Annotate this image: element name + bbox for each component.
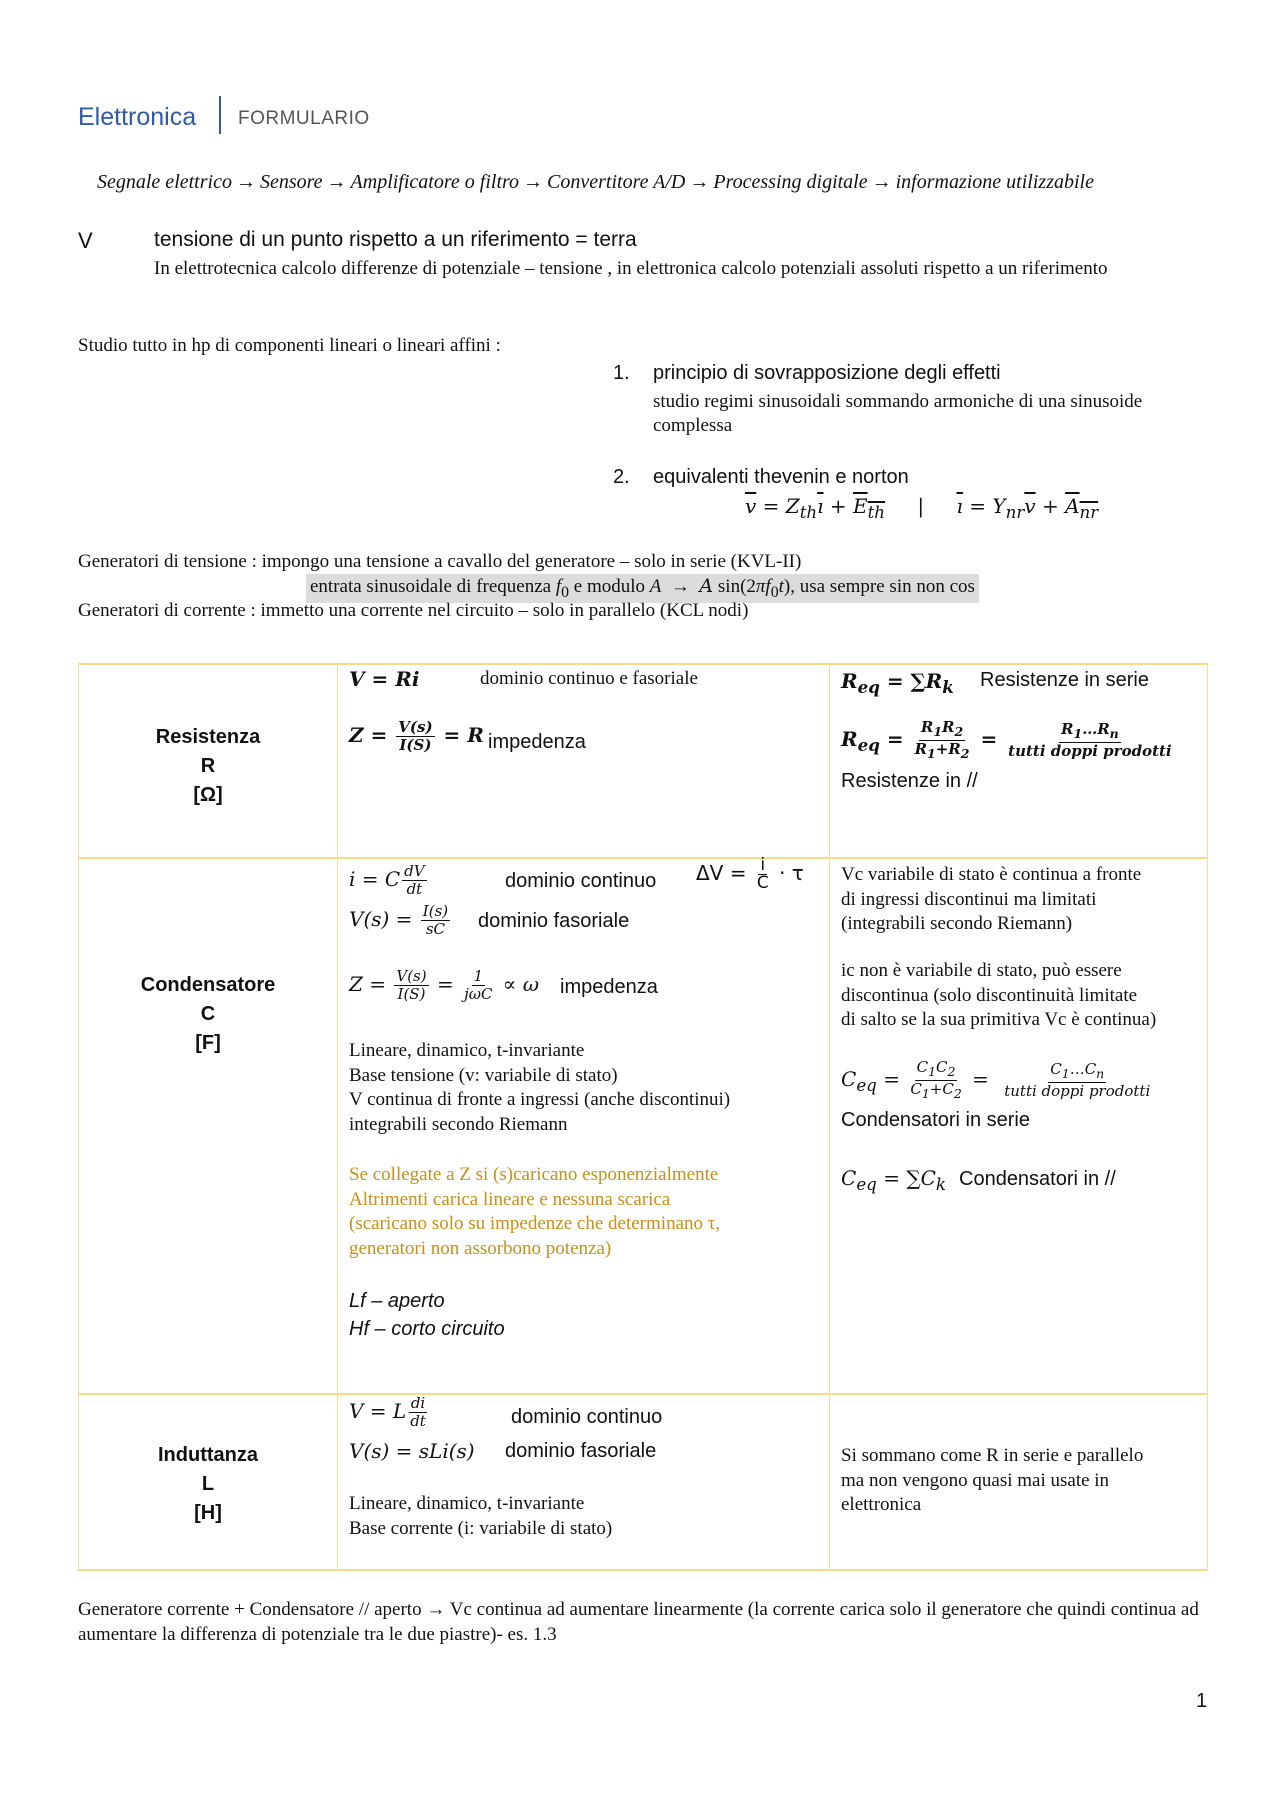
component-name: Condensatore (140, 974, 276, 996)
parallel-resistance-label: Resistenze in // (841, 770, 978, 792)
note-line: Vc variabile di stato è continua a fronte (841, 864, 1142, 885)
note-line: di ingressi discontinui ma limitati (841, 888, 1097, 910)
property-line: Base corrente (i: variabile di stato) (349, 1517, 613, 1539)
chain-step: Processing digitale (713, 171, 868, 193)
low-frequency-note: Lf – aperto (349, 1290, 445, 1312)
row-label-condensatore (78, 971, 338, 1058)
list-item-title: principio di sovrapposizione degli effetti (653, 362, 1001, 384)
component-name: Resistenza (155, 726, 261, 748)
capacitor-impedance-formula: Z = $\frac{V(s)}{I(S)}$ = $\frac{1}{\text{jωC}}$ ∝ ω (349, 967, 540, 1003)
row-label-resistenza (78, 723, 338, 810)
capacitor-current-formula: i = C $\frac{dV}{dt}$ (349, 862, 425, 898)
chain-step: Convertitore A/D (547, 171, 686, 193)
arrow-right-icon: → (871, 171, 892, 193)
page-number: 1 (1196, 1690, 1208, 1712)
inductor-note (841, 1444, 1143, 1518)
impedance-label: impedenza (560, 976, 658, 998)
property-line: Lineare, dinamico, t-invariante (349, 1040, 585, 1061)
voltage-symbol: V (78, 228, 93, 253)
sinus-text: , usa sempre sin non cos (790, 576, 975, 597)
voltage-generator-note: Generatori di tensione : impongo una tensione a cavallo del generatore – solo in serie (KVL-II) (78, 551, 802, 572)
high-frequency-note: Hf – corto circuito (349, 1318, 505, 1340)
arrow-right-icon: → (235, 171, 256, 193)
series-capacitance-label: Condensatori in serie (841, 1109, 1030, 1131)
property-line: V continua di fronte a ingressi (anche discontinui) (349, 1089, 731, 1110)
component-symbol: R (200, 755, 216, 777)
sinusoidal-input-note: entrata sinusoidale di frequenza $f_0$ e modulo A → A $\sin(2\pi f_0t)$, usa sempre sin non cos (306, 574, 979, 603)
note-line: ma non vengono quasi mai usate in (841, 1469, 1110, 1491)
property-line: Base tensione (v: variabile di stato) (349, 1064, 618, 1086)
document-subtitle: FORMULARIO (238, 108, 370, 129)
impedance-label: impedenza (488, 731, 586, 753)
charge-note-line: generatori non assorbono potenza) (349, 1237, 612, 1259)
ohm-law-formula: V = Ri (349, 667, 420, 691)
formula-separator: | (917, 494, 925, 518)
arrow-right-icon: → (689, 171, 710, 193)
capacitor-charge-note (349, 1163, 720, 1261)
document-title: Elettronica (78, 103, 197, 131)
component-symbol: C (200, 1003, 216, 1025)
parallel-capacitance-formula: $C_{eq} = \sum C_k$ (841, 1166, 946, 1194)
table-border (78, 1569, 1208, 1571)
property-line: Lineare, dinamico, t-invariante (349, 1493, 585, 1514)
ic-state-note (841, 959, 1156, 1033)
fraction-denominator: tutti doppi prodotti (1008, 742, 1172, 760)
chain-step: informazione utilizzabile (895, 171, 1094, 193)
component-name: Induttanza (158, 1444, 258, 1466)
note-line: (integrabili secondo Riemann) (841, 913, 1073, 934)
arrow-right-icon: → (326, 171, 347, 193)
component-unit: [H] (194, 1502, 222, 1524)
title-divider (219, 96, 221, 134)
note-line: ic non è variabile di stato, può essere (841, 960, 1122, 981)
charge-note-line: Se collegate a Z si (s)caricano esponenzialmente (349, 1164, 719, 1185)
list-item-title: equivalenti thevenin e norton (653, 466, 909, 488)
note-line: di salto se la sua primitiva Vc è continua) (841, 1009, 1157, 1030)
note-line: discontinua (solo discontinuità limitate (841, 984, 1138, 1006)
series-resistance-formula: $R_{eq} = \sum R_k$ (841, 669, 954, 697)
series-capacitance-formula: $C_{eq}$ = $\frac{C_1C_2}{C_1+C_2}$ = $\frac{C_1\dots C_n}{\text{tutti doppi prodotti}}$ (841, 1058, 1151, 1101)
parallel-resistance-formula: $R_{eq}$ = $\frac{R_1R_2}{R_1+R_2}$ = $\frac{R_1\dots R_n}{\text{tutti doppi prodotti}}$ (841, 718, 1172, 761)
charge-note-line: Altrimenti carica lineare e nessuna scarica (349, 1188, 671, 1210)
inductor-voltage-formula: V = L $\frac{di}{dt}$ (349, 1394, 426, 1430)
component-unit: [Ω] (193, 784, 223, 806)
voltage-note: In elettrotecnica calcolo differenze di potenziale – tensione , in elettronica calcolo potenziali assoluti rispetto a un riferimento (154, 258, 1108, 279)
domain-note: dominio continuo e fasoriale (480, 668, 698, 689)
chain-step: Sensore (259, 171, 323, 193)
voltage-definition: tensione di un punto rispetto a un riferimento = terra (154, 228, 637, 251)
table-border (78, 857, 1208, 859)
domain-note: dominio fasoriale (505, 1440, 657, 1462)
domain-note: dominio continuo (505, 870, 657, 892)
table-border (78, 1393, 1208, 1395)
capacitor-phasor-formula: V(s) = $\frac{I(s)}{sC}$ (349, 902, 449, 938)
study-intro: Studio tutto in hp di componenti lineari o lineari affini : (78, 335, 501, 356)
domain-note: dominio fasoriale (478, 910, 630, 932)
components-table (78, 663, 1208, 1571)
component-symbol: L (201, 1473, 215, 1495)
resistor-impedance-formula: Z = $\frac{V(s)}{I(S)}$ = R (349, 718, 484, 754)
property-line: integrabili secondo Riemann (349, 1113, 568, 1135)
fraction-denominator: tutti doppi prodotti (1004, 1082, 1151, 1100)
parallel-capacitance-label: Condensatori in // (959, 1168, 1116, 1190)
chain-step: Amplificatore o filtro (350, 171, 520, 193)
series-resistance-label: Resistenze in serie (980, 669, 1149, 691)
signal-chain (97, 171, 1094, 194)
table-border (1207, 663, 1208, 1571)
sinus-text: e modulo (569, 576, 650, 597)
domain-note: dominio continuo (511, 1406, 663, 1428)
chain-step: Segnale elettrico (97, 171, 232, 193)
sinus-text: entrata sinusoidale di frequenza (310, 576, 556, 597)
note-line: elettronica (841, 1494, 922, 1515)
thevenin-norton-formula: $\overline{v} = Z_{th}\overline{ı} + E_{th}$ | $\overline{ı} = Y_{nr}\overline{v} + A_{nr}$ (745, 494, 1099, 522)
footer-note: Generatore corrente + Condensatore // aperto → Vc continua ad aumentare linearmente (la corrente carica solo il generatore che quindi continua ad aumentare la differenza di potenziale tra le due piastre)- es. 1.3 (78, 1599, 1199, 1645)
list-number: 2. (613, 466, 630, 488)
table-border (78, 663, 1208, 665)
component-unit: [F] (195, 1032, 221, 1054)
inductor-properties (349, 1492, 612, 1541)
arrow-right-icon: → (523, 171, 544, 193)
table-border (829, 663, 830, 1571)
note-line: Si sommano come R in serie e parallelo (841, 1445, 1144, 1466)
capacitor-properties (349, 1039, 730, 1137)
list-number: 1. (613, 362, 630, 384)
handwritten-delta-v-formula: ΔV = $\frac{i}{C}$ · τ (696, 855, 804, 893)
charge-note-line: (scaricano solo su impedenze che determinano τ, (349, 1213, 721, 1234)
list-item-subtitle: studio regimi sinusoidali sommando armoniche di una sinusoide complessa (653, 391, 1143, 436)
inductor-phasor-formula: V(s) = sLi(s) (349, 1439, 475, 1463)
current-generator-note: Generatori di corrente : immetto una corrente nel circuito – solo in parallelo (KCL nodi) (78, 600, 749, 621)
row-label-induttanza (78, 1441, 338, 1528)
vc-state-note (841, 863, 1141, 937)
